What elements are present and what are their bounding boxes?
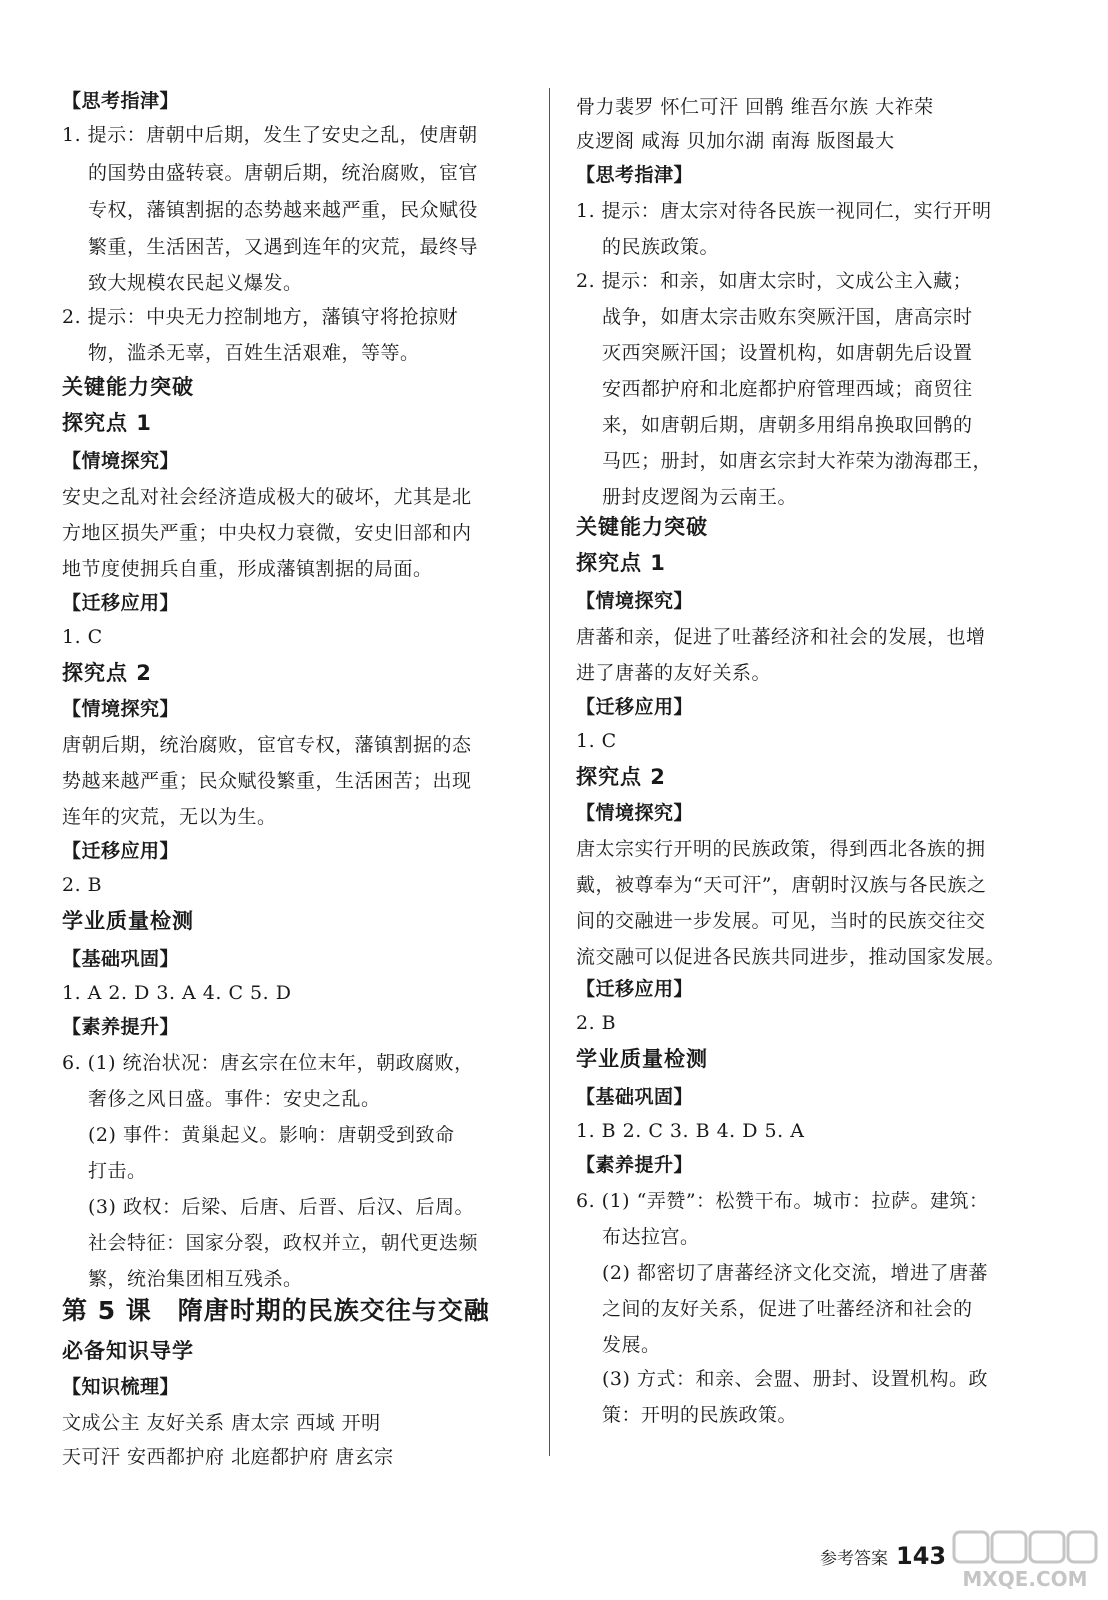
text-line: 流交融可以促进各民族共同进步，推动国家发展。 bbox=[576, 946, 1006, 968]
text-line: (2) 事件：黄巢起义。影响：唐朝受到致命 bbox=[88, 1124, 455, 1146]
text-line: 2. 提示：中央无力控制地方，藩镇守将抢掠财 bbox=[62, 306, 459, 328]
watermark bbox=[950, 1528, 1100, 1594]
text-line: 的国势由盛转衰。唐朝后期，统治腐败，宦官 bbox=[88, 162, 479, 184]
page-footer bbox=[820, 1536, 946, 1576]
text-line: 打击。 bbox=[88, 1160, 147, 1182]
section-label: 【情境探究】 bbox=[62, 698, 180, 720]
text-line: 1. B 2. C 3. B 4. D 5. A bbox=[576, 1120, 805, 1142]
text-line: 戴，被尊奉为“天可汗”，唐朝时汉族与各民族之 bbox=[576, 874, 987, 896]
section-label: 【迁移应用】 bbox=[576, 978, 694, 1000]
text-line: 天可汗 安西都护府 北庭都护府 唐玄宗 bbox=[62, 1446, 394, 1468]
watermark-logo-icon bbox=[950, 1528, 1100, 1594]
section-label: 【知识梳理】 bbox=[62, 1376, 180, 1398]
section-label: 【迁移应用】 bbox=[576, 696, 694, 718]
heading: 探究点 2 bbox=[576, 765, 666, 789]
section-label: 【思考指津】 bbox=[576, 164, 694, 186]
text-line: 6. (1) 统治状况：唐玄宗在位末年，朝政腐败， bbox=[62, 1052, 474, 1074]
text-line: 专权，藩镇割据的态势越来越严重，民众赋役 bbox=[88, 199, 479, 221]
heading: 学业质量检测 bbox=[576, 1047, 708, 1071]
text-line: 皮逻阁 咸海 贝加尔湖 南海 版图最大 bbox=[576, 130, 895, 152]
text-line: 唐朝后期，统治腐败，宦官专权，藩镇割据的态 bbox=[62, 734, 472, 756]
text-line: 发展。 bbox=[602, 1334, 661, 1356]
text-line: 马匹；册封，如唐玄宗封大祚荣为渤海郡王， bbox=[602, 450, 993, 472]
text-line: 1. 提示：唐太宗对待各民族一视同仁，实行开明 bbox=[576, 200, 992, 222]
text-line: 物，滥杀无辜，百姓生活艰难，等等。 bbox=[88, 342, 420, 364]
heading: 关键能力突破 bbox=[62, 375, 194, 399]
text-line: 连年的灾荒，无以为生。 bbox=[62, 806, 277, 828]
text-line: 1. C bbox=[576, 730, 617, 752]
text-line: 布达拉宫。 bbox=[602, 1226, 700, 1248]
text-line: 的民族政策。 bbox=[602, 236, 720, 258]
text-line: 战争，如唐太宗击败东突厥汗国，唐高宗时 bbox=[602, 306, 973, 328]
text-line: (3) 政权：后梁、后唐、后晋、后汉、后周。 bbox=[88, 1196, 474, 1218]
heading: 必备知识导学 bbox=[62, 1339, 194, 1363]
watermark-text: MXQE.COM bbox=[962, 1567, 1088, 1591]
text-line: 1. C bbox=[62, 626, 103, 648]
section-label: 【迁移应用】 bbox=[62, 840, 180, 862]
text-line: 安西都护府和北庭都护府管理西域；商贸往 bbox=[602, 378, 973, 400]
section-label: 【思考指津】 bbox=[62, 90, 180, 112]
text-line: 繁重，生活困苦，又遇到连年的灾荒，最终导 bbox=[88, 236, 479, 258]
section-label: 【素养提升】 bbox=[576, 1154, 694, 1176]
text-line: 致大规模农民起义爆发。 bbox=[88, 272, 303, 294]
text-line: 间的交融进一步发展。可见，当时的民族交往交 bbox=[576, 910, 986, 932]
text-line: (2) 都密切了唐蕃经济文化交流，增进了唐蕃 bbox=[602, 1262, 988, 1284]
text-line: 方地区损失严重；中央权力衰微，安史旧部和内 bbox=[62, 522, 472, 544]
heading: 探究点 1 bbox=[62, 411, 152, 435]
column-divider bbox=[549, 88, 550, 1456]
text-line: 唐蕃和亲，促进了吐蕃经济和社会的发展，也增 bbox=[576, 626, 986, 648]
text-line: 1. 提示：唐朝中后期，发生了安史之乱，使唐朝 bbox=[62, 124, 478, 146]
text-line: 唐太宗实行开明的民族政策，得到西北各族的拥 bbox=[576, 838, 986, 860]
heading: 探究点 2 bbox=[62, 661, 152, 685]
section-label: 【基础巩固】 bbox=[62, 948, 180, 970]
section-label: 【情境探究】 bbox=[62, 450, 180, 472]
text-line: 安史之乱对社会经济造成极大的破坏，尤其是北 bbox=[62, 486, 472, 508]
page-number: 143 bbox=[896, 1542, 947, 1570]
section-label: 【情境探究】 bbox=[576, 802, 694, 824]
heading: 第 5 课 隋唐时期的民族交往与交融 bbox=[62, 1296, 490, 1325]
text-line: 6. (1) “弄赞”：松赞干布。城市：拉萨。建筑： bbox=[576, 1190, 989, 1212]
text-line: 繁，统治集团相互残杀。 bbox=[88, 1268, 303, 1290]
text-line: 之间的友好关系，促进了吐蕃经济和社会的 bbox=[602, 1298, 973, 1320]
text-line: 进了唐蕃的友好关系。 bbox=[576, 662, 772, 684]
heading: 学业质量检测 bbox=[62, 909, 194, 933]
section-label: 【情境探究】 bbox=[576, 590, 694, 612]
text-line: 来，如唐朝后期，唐朝多用绢帛换取回鹘的 bbox=[602, 414, 973, 436]
heading: 探究点 1 bbox=[576, 551, 666, 575]
text-line: 文成公主 友好关系 唐太宗 西域 开明 bbox=[62, 1412, 381, 1434]
text-line: 2. B bbox=[62, 874, 103, 896]
text-line: 灭西突厥汗国；设置机构，如唐朝先后设置 bbox=[602, 342, 973, 364]
text-line: (3) 方式：和亲、会盟、册封、设置机构。政 bbox=[602, 1368, 988, 1390]
text-line: 册封皮逻阁为云南王。 bbox=[602, 486, 798, 508]
text-line: 2. 提示：和亲，如唐太宗时，文成公主入藏； bbox=[576, 270, 973, 292]
text-line: 奢侈之风日盛。事件：安史之乱。 bbox=[88, 1088, 381, 1110]
text-line: 2. B bbox=[576, 1012, 617, 1034]
section-label: 【迁移应用】 bbox=[62, 592, 180, 614]
text-line: 1. A 2. D 3. A 4. C 5. D bbox=[62, 982, 292, 1004]
text-line: 势越来越严重；民众赋役繁重，生活困苦；出现 bbox=[62, 770, 472, 792]
text-line: 地节度使拥兵自重，形成藩镇割据的局面。 bbox=[62, 558, 433, 580]
section-label: 【基础巩固】 bbox=[576, 1086, 694, 1108]
text-line: 社会特征：国家分裂，政权并立，朝代更迭频 bbox=[88, 1232, 479, 1254]
footer-label: 参考答案 bbox=[820, 1548, 888, 1569]
section-label: 【素养提升】 bbox=[62, 1016, 180, 1038]
text-line: 骨力裴罗 怀仁可汗 回鹘 维吾尔族 大祚荣 bbox=[576, 96, 934, 118]
heading: 关键能力突破 bbox=[576, 515, 708, 539]
text-line: 策：开明的民族政策。 bbox=[602, 1404, 798, 1426]
